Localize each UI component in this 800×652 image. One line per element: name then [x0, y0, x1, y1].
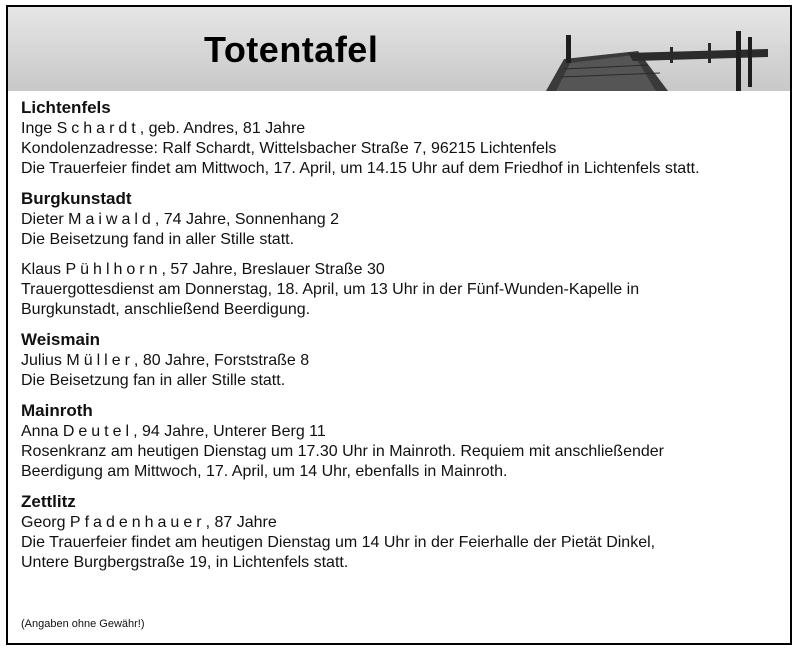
first-name: Dieter [21, 211, 64, 228]
person-details: , 57 Jahre, Breslauer Straße 30 [161, 261, 385, 278]
detail-line: Die Beisetzung fan in aller Stille statt. [21, 372, 286, 389]
place-heading: Burgkunstadt [21, 189, 132, 208]
detail-line: Beerdigung am Mittwoch, 17. April, um 14 Uhr, ebenfalls in Mainroth. [21, 463, 508, 480]
last-name: Müller [66, 352, 134, 369]
section-lichtenfels [21, 98, 781, 179]
person-details: , 94 Jahre, Unterer Berg 11 [133, 423, 326, 440]
place-heading: Mainroth [21, 401, 93, 420]
section-zettlitz [21, 492, 781, 573]
first-name: Klaus [21, 261, 62, 278]
obituary-entry [21, 513, 781, 573]
obituary-entry [21, 260, 781, 320]
first-name: Inge [21, 120, 53, 137]
obituary-entry [21, 210, 781, 250]
name-line [21, 351, 781, 371]
section-weismain [21, 330, 781, 391]
name-line [21, 260, 781, 280]
person-details: , geb. Andres, 81 Jahre [139, 120, 306, 137]
section-burgkunstadt [21, 189, 781, 320]
last-name: Deutel [62, 423, 134, 440]
place-heading: Weismain [21, 330, 101, 349]
last-name: Pfadenhauer [69, 514, 206, 531]
name-line [21, 210, 781, 230]
detail-line: Die Trauerfeier findet am Mittwoch, 17. April, um 14.15 Uhr auf dem Friedhof in Lichtenfels statt. [21, 160, 700, 177]
name-line [21, 422, 781, 442]
place-heading: Lichtenfels [21, 98, 111, 117]
detail-line: Die Trauerfeier findet am heutigen Dienstag um 14 Uhr in der Feierhalle der Pietät Dinkel, [21, 534, 656, 551]
detail-line: Untere Burgbergstraße 19, in Lichtenfels statt. [21, 554, 349, 571]
obituary-notice [6, 5, 792, 645]
first-name: Julius [21, 352, 62, 369]
page-title: Totentafel [204, 29, 379, 70]
obituary-entry [21, 119, 781, 179]
disclaimer: (Angaben ohne Gewähr!) [21, 618, 145, 630]
first-name: Anna [21, 423, 59, 440]
header-banner [8, 7, 790, 91]
name-line [21, 119, 781, 139]
last-name: Maiwald [68, 211, 155, 228]
name-line [21, 513, 781, 533]
detail-line: Rosenkranz am heutigen Dienstag um 17.30 Uhr in Mainroth. Requiem mit anschließender [21, 443, 664, 460]
obituary-entry [21, 422, 781, 482]
detail-line: Trauergottesdienst am Donnerstag, 18. April, um 13 Uhr in der Fünf-Wunden-Kapelle in [21, 281, 640, 298]
last-name: Schardt [56, 120, 140, 137]
detail-line: Burgkunstadt, anschließend Beerdigung. [21, 301, 311, 318]
person-details: , 80 Jahre, Forststraße 8 [133, 352, 310, 369]
detail-line: Kondolenzadresse: Ralf Schardt, Wittelsbacher Straße 7, 96215 Lichtenfels [21, 140, 557, 157]
jetty-lake-photo [8, 7, 790, 91]
first-name: Georg [21, 514, 66, 531]
obituary-entry [21, 351, 781, 391]
place-heading: Zettlitz [21, 492, 76, 511]
person-details: , 74 Jahre, Sonnenhang 2 [154, 211, 339, 228]
section-mainroth [21, 401, 781, 482]
detail-line: Die Beisetzung fand in aller Stille statt. [21, 231, 295, 248]
obituary-list [21, 98, 781, 583]
last-name: Pühlhorn [65, 261, 162, 278]
person-details: , 87 Jahre [205, 514, 277, 531]
